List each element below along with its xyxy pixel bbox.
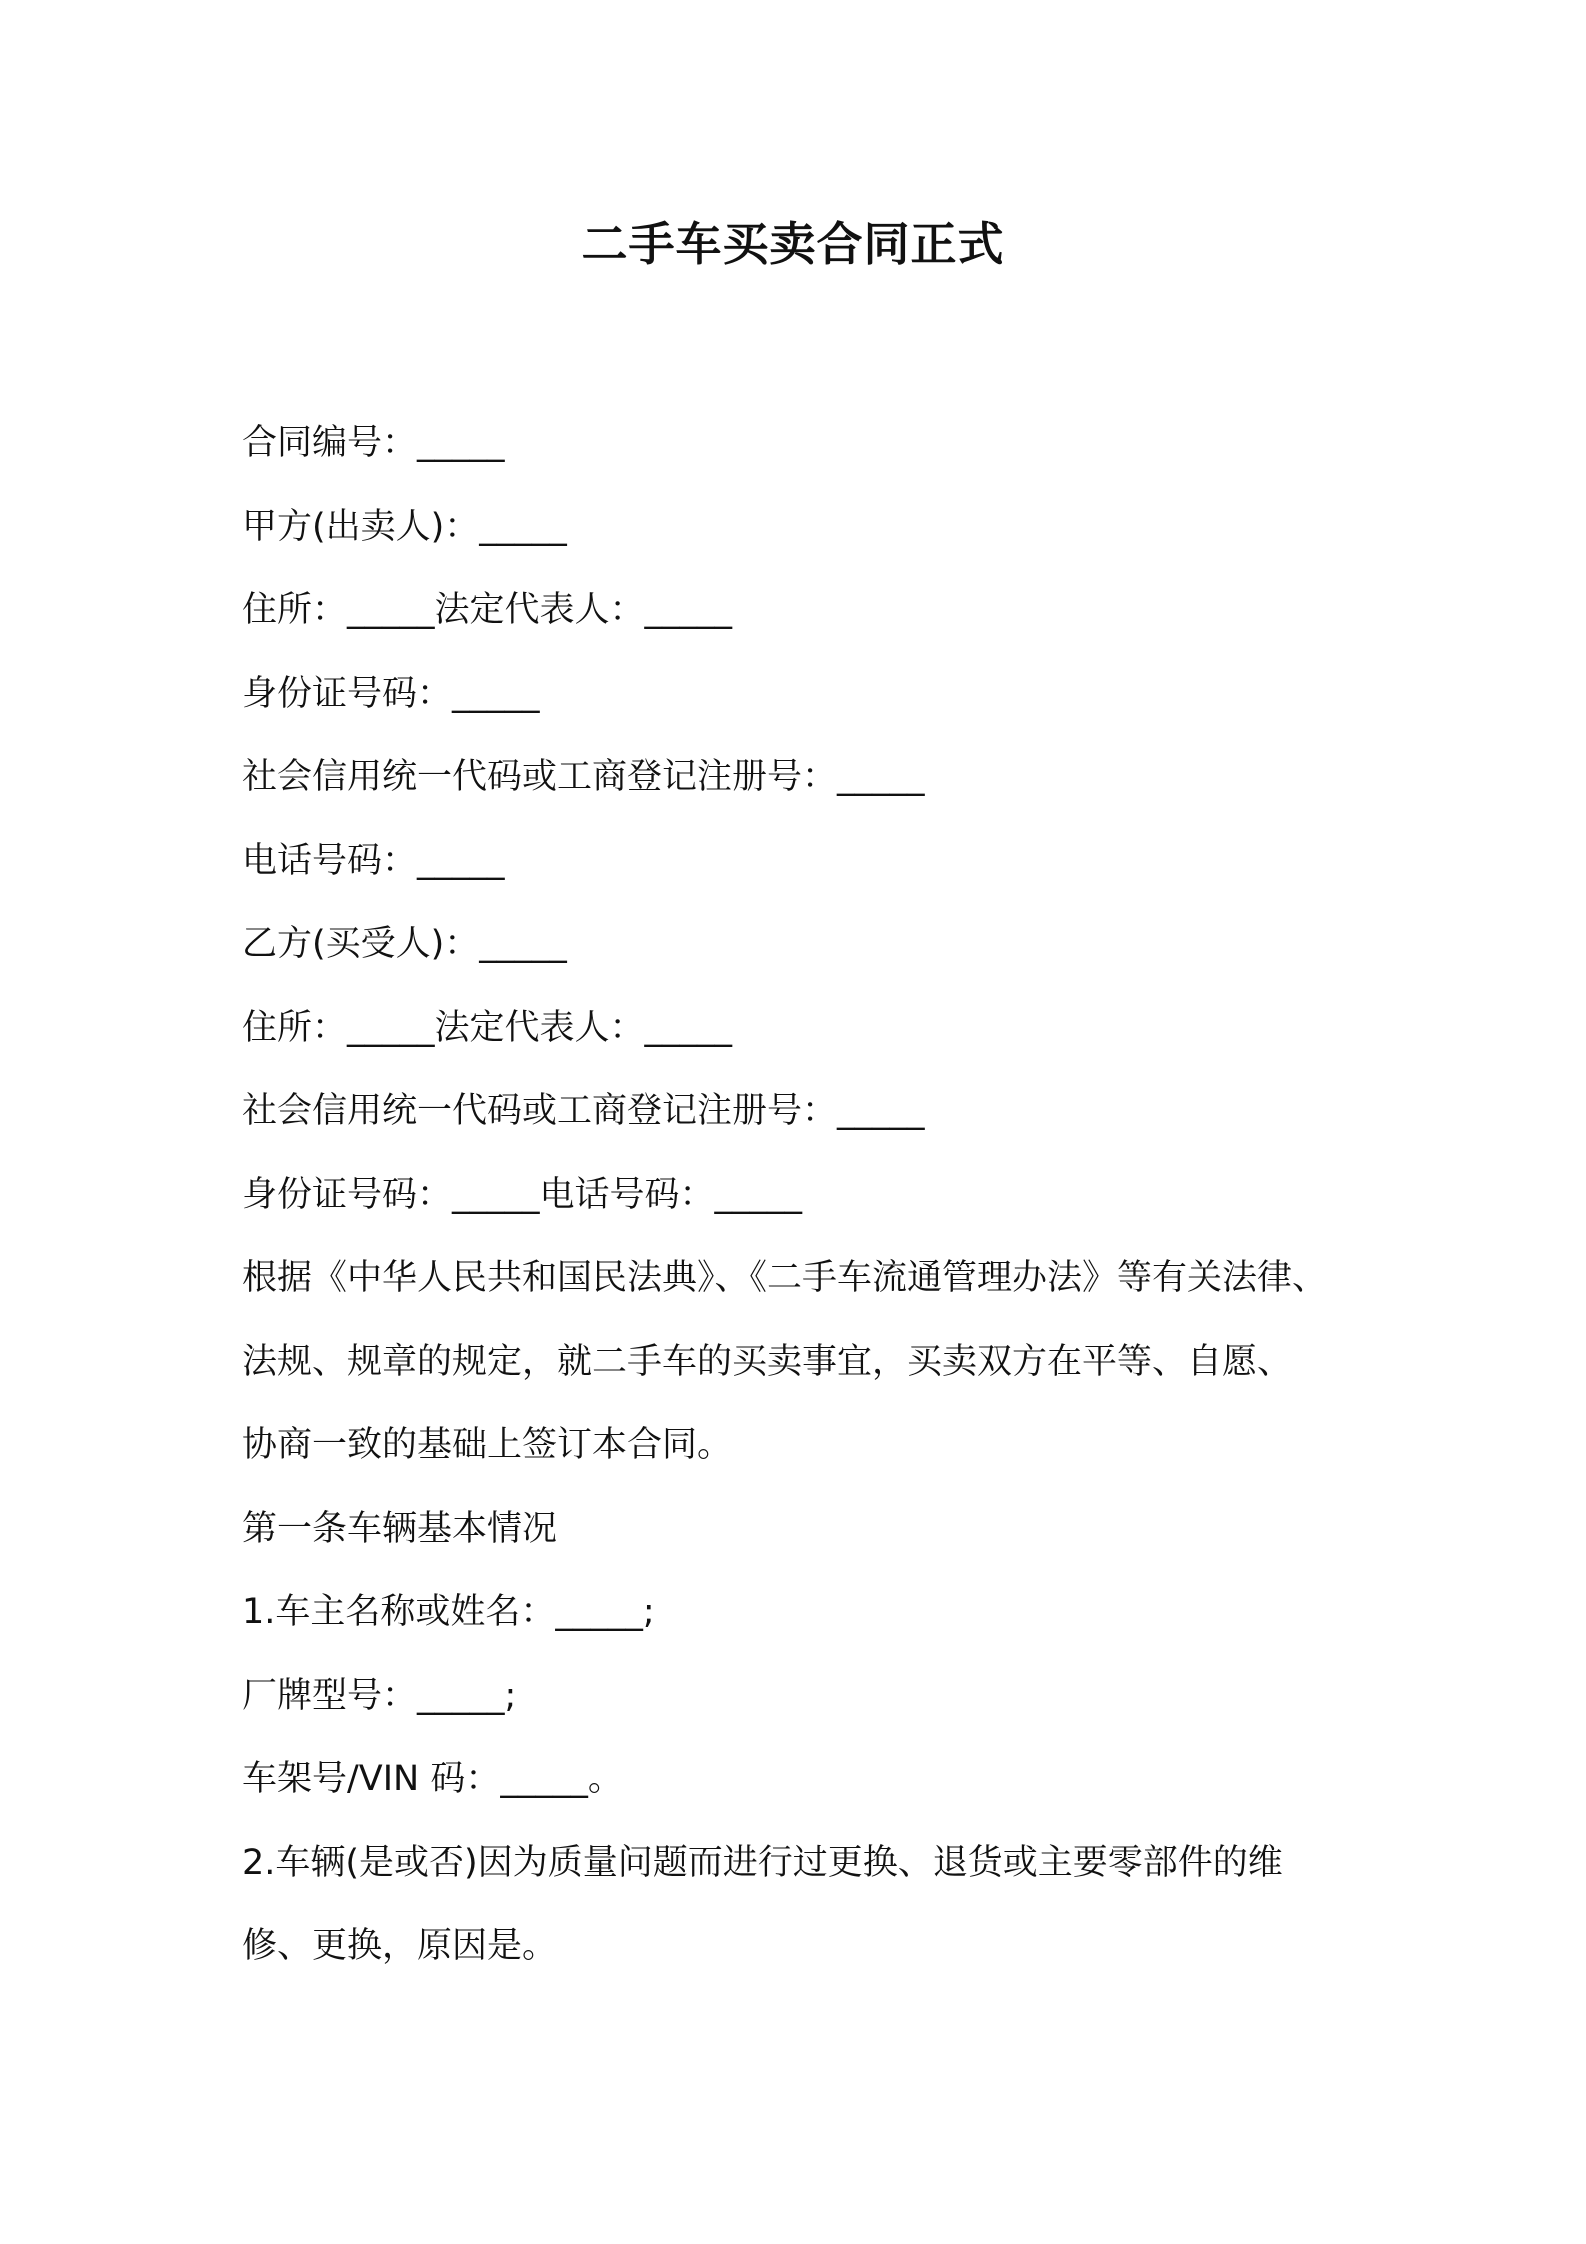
brand-model-line: 厂牌型号：_____; — [242, 1675, 517, 1716]
party-a-phone-line: 电话号码：_____ — [242, 840, 505, 881]
preamble-line-1: 根据《中华人民共和国民法典》、《二手车流通管理办法》等有关法律、 — [242, 1258, 1328, 1298]
preamble-line-2: 法规、规章的规定，就二手车的买卖事宜，买卖双方在平等、自愿、 — [242, 1341, 1293, 1382]
vin-line: 车架号/VIN 码：_____。 — [242, 1759, 623, 1799]
preamble-line-3: 协商一致的基础上签订本合同。 — [242, 1425, 733, 1465]
repair-history-line-1: 2.车辆(是或否)因为质量问题而进行过更换、退货或主要零部件的维 — [242, 1842, 1283, 1883]
party-b-address-representative-line: 住所：_____法定代表人：_____ — [242, 1007, 733, 1048]
document-title: 二手车买卖合同正式 — [581, 217, 1005, 271]
document-body — [242, 402, 1362, 1989]
party-a-id-number-line: 身份证号码：_____ — [242, 673, 540, 714]
repair-history-line-2: 修、更换，原因是。 — [242, 1926, 558, 1966]
owner-name-line: 1.车主名称或姓名：_____; — [242, 1592, 655, 1632]
party-a-credit-code-line: 社会信用统一代码或工商登记注册号：_____ — [242, 757, 925, 797]
article-1-heading: 第一条车辆基本情况 — [242, 1508, 558, 1549]
party-b-buyer-line: 乙方(买受人)：_____ — [242, 924, 567, 964]
party-b-id-phone-line: 身份证号码：_____电话号码：_____ — [242, 1174, 803, 1215]
party-b-credit-code-line: 社会信用统一代码或工商登记注册号：_____ — [242, 1091, 925, 1131]
contract-number-line: 合同编号：_____ — [242, 423, 505, 463]
party-a-address-representative-line: 住所：_____法定代表人：_____ — [242, 590, 733, 630]
party-a-seller-line: 甲方(出卖人)：_____ — [242, 506, 567, 547]
